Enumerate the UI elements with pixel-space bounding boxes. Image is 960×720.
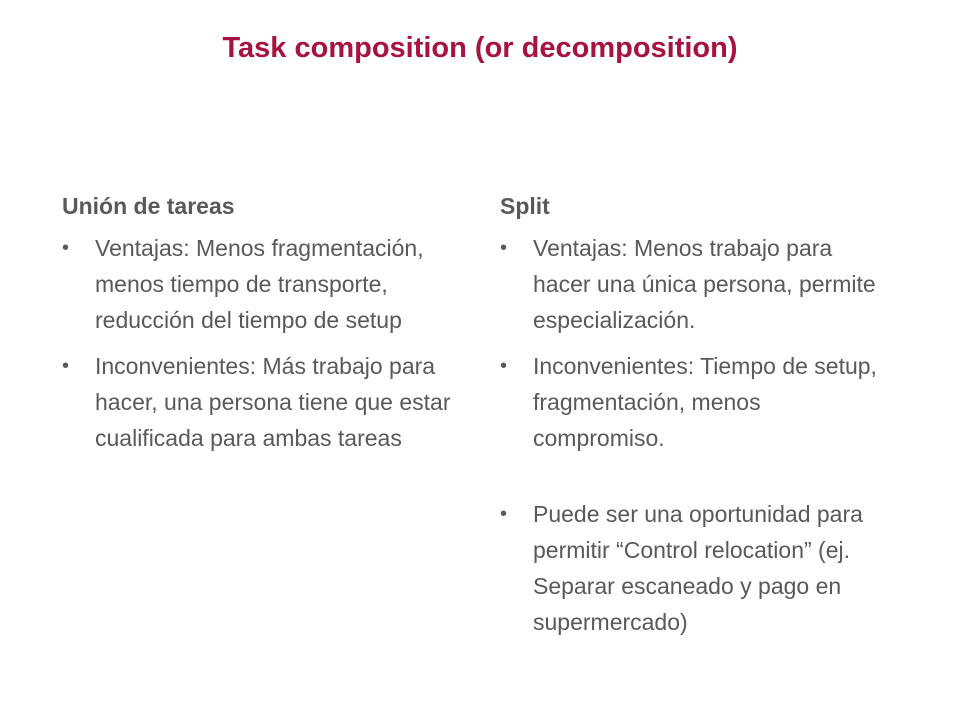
list-item	[62, 230, 462, 338]
bullet-text: Inconvenientes: Más trabajo para hacer, una persona tiene que estar cualificada para ambas tareas	[95, 353, 451, 451]
right-column	[500, 188, 900, 650]
bullet-icon: •	[500, 503, 508, 525]
list-item	[500, 496, 900, 640]
right-column-heading: Split	[500, 193, 550, 219]
list-item	[500, 230, 900, 338]
left-column-heading: Unión de tareas	[62, 193, 235, 219]
slide-title: Task composition (or decomposition)	[222, 32, 738, 64]
bullet-text: Puede ser una oportunidad para permitir “Control relocation” (ej. Separar escaneado y pago en supermercado)	[533, 501, 863, 635]
bullet-text: Ventajas: Menos trabajo para hacer una única persona, permite especialización.	[533, 235, 876, 333]
left-bullet-list	[62, 230, 462, 456]
bullet-icon: •	[500, 237, 508, 259]
bullet-icon: •	[62, 355, 70, 377]
bullet-text: Inconvenientes: Tiempo de setup, fragmentación, menos compromiso.	[533, 353, 877, 451]
bullet-text: Ventajas: Menos fragmentación, menos tiempo de transporte, reducción del tiempo de setup	[95, 235, 424, 333]
bullet-icon: •	[500, 355, 508, 377]
bullet-icon: •	[62, 237, 70, 259]
list-item	[500, 348, 900, 456]
right-bullet-list	[500, 230, 900, 640]
left-column	[62, 188, 462, 466]
list-item	[62, 348, 462, 456]
